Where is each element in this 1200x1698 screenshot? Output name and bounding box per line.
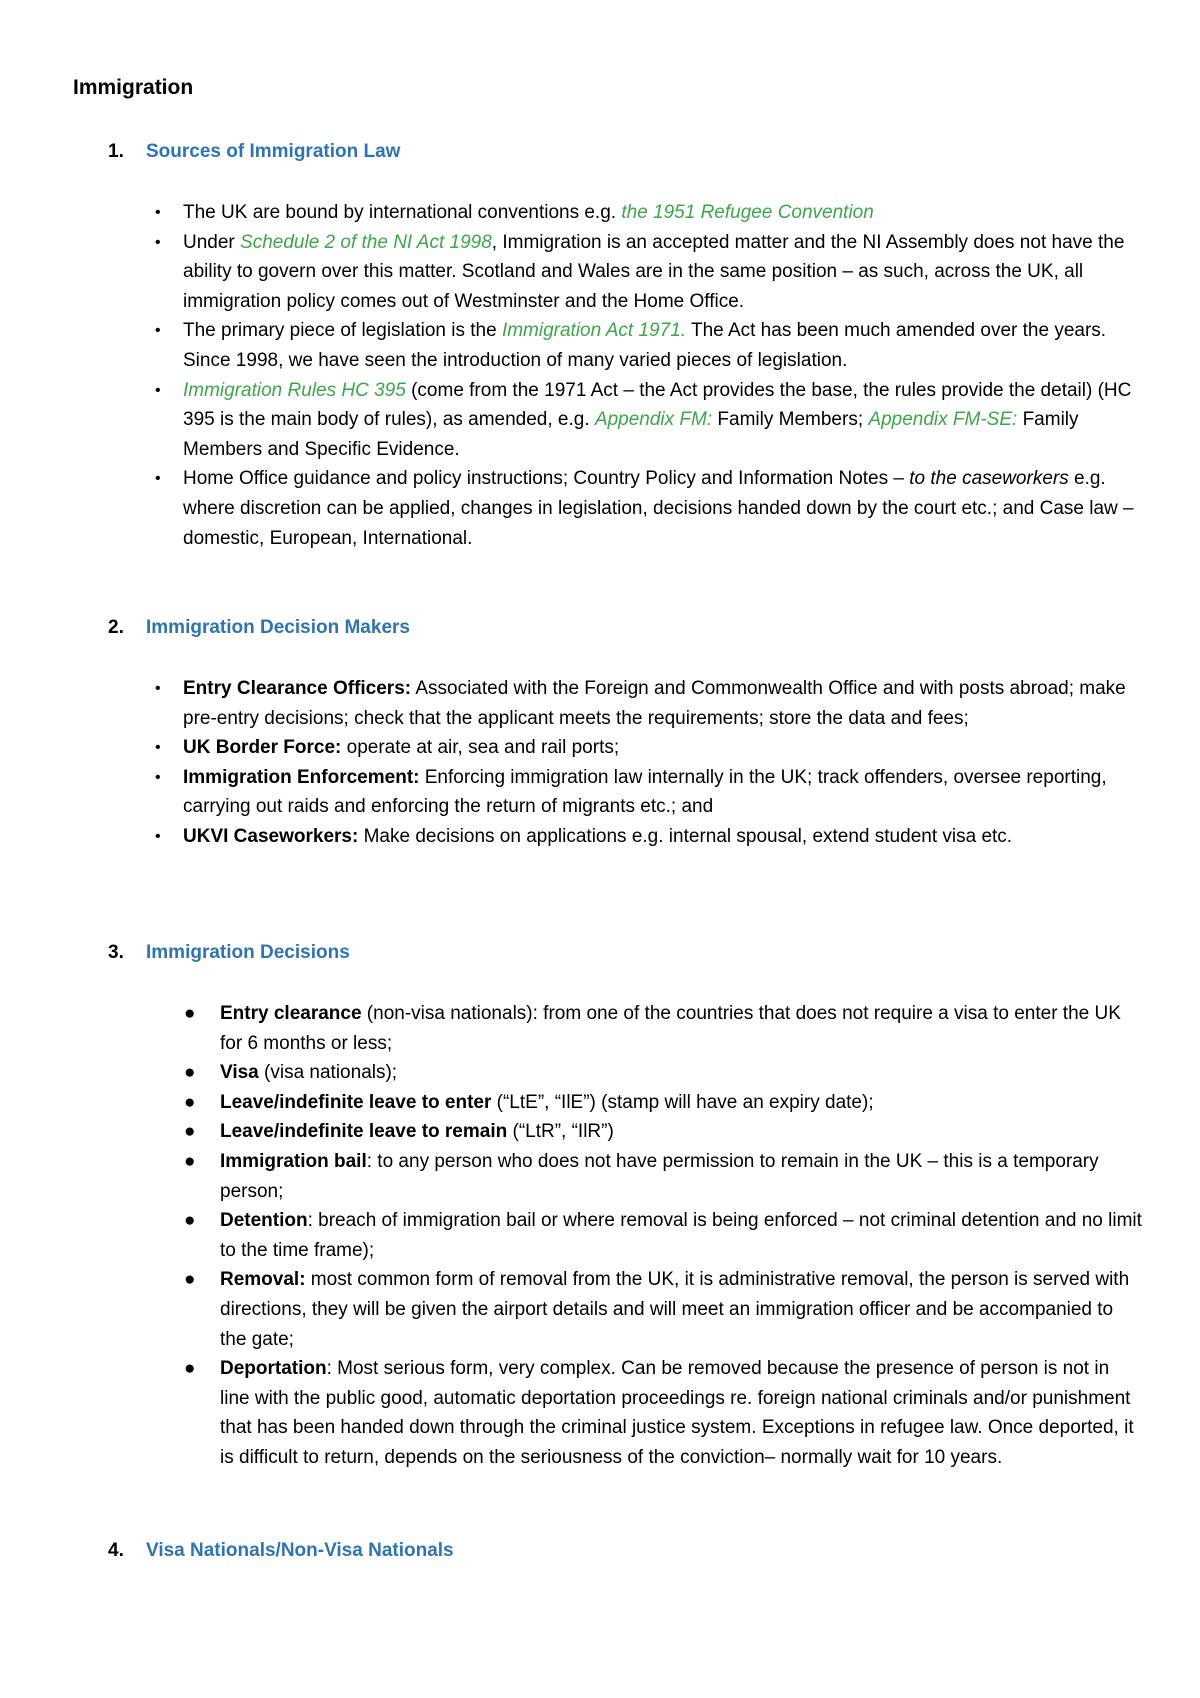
list-item: • Under Schedule 2 of the NI Act 1998, Immigration is an accepted matter and the NI Assembly does not have the ability to govern over this matter. Scotland and Wales are in the same position – as such, across the UK, all immigration policy comes out of Westminster and the Home Office. <box>0 228 1141 317</box>
list-item: • Immigration Rules HC 395 (come from the 1971 Act – the Act provides the base, the rules provide the detail) (HC 395 is the main body of rules), as amended, e.g. Appendix FM: Family Members; Appendix FM-SE: Family Members and Specific Evidence. <box>0 376 1141 465</box>
bullet-icon: • <box>155 680 161 697</box>
section-number: 4. <box>108 1540 124 1561</box>
section-heading-decisions <box>108 942 350 964</box>
section-number: 2. <box>108 617 124 638</box>
list-item: • UKVI Caseworkers: Make decisions on applications e.g. internal spousal, extend student visa etc. <box>0 822 1141 852</box>
list-item: • Immigration Enforcement: Enforcing immigration law internally in the UK; track offenders, oversee reporting, carrying out raids and enforcing the return of migrants etc.; and <box>0 763 1141 822</box>
list-item: • The primary piece of legislation is the Immigration Act 1971. The Act has been much amended over the years. Since 1998, we have seen the introduction of many varied pieces of legislation. <box>0 316 1141 375</box>
bullet-icon: • <box>155 204 161 221</box>
list-item: • Home Office guidance and policy instructions; Country Policy and Information Notes – to the caseworkers e.g. where discretion can be applied, changes in legislation, decisions handed down by the court etc.; and Case law – domestic, European, International. <box>0 464 1141 553</box>
bullet-icon: • <box>155 739 161 757</box>
bullet-icon: • <box>155 233 161 251</box>
bullet-icon: • <box>155 827 161 845</box>
sources-list <box>0 198 1200 553</box>
bullet-icon: ● <box>184 1358 196 1380</box>
bullet-icon: • <box>155 322 161 340</box>
list-item: ● Visa (visa nationals); <box>0 1058 1142 1088</box>
list-item: ● Leave/indefinite leave to enter (“LtE”, “IlE”) (stamp will have an expiry date); <box>0 1088 1142 1118</box>
bullet-icon: ● <box>184 1121 196 1143</box>
list-item: ● Deportation: Most serious form, very complex. Can be removed because the presence of person is not in line with the public good, automatic deportation proceedings re. foreign national criminals and/or punishment that has been handed down through the criminal justice system. Exceptions in refugee law. Once deported, it is difficult to return, depends on the seriousness of the conviction– normally wait for 10 years. <box>0 1354 1142 1472</box>
document-title: Immigration <box>73 76 194 99</box>
bullet-icon: ● <box>184 1150 196 1172</box>
bullet-icon: ● <box>184 1091 196 1113</box>
decisions-list <box>0 999 1200 1473</box>
list-item: ● Immigration bail: to any person who does not have permission to remain in the UK – this is a temporary person; <box>0 1147 1142 1206</box>
section-heading-decision-makers <box>108 617 410 639</box>
list-item: • Entry Clearance Officers: Associated with the Foreign and Commonwealth Office and with posts abroad; make pre-entry decisions; check that the applicant meets the requirements; store the data and fees; <box>0 674 1141 733</box>
bullet-icon: ● <box>184 1003 196 1024</box>
bullet-icon: • <box>155 768 161 786</box>
section-title: Immigration Decisions <box>146 942 350 963</box>
decision-makers-list <box>0 674 1200 852</box>
list-item: ● Leave/indefinite leave to remain (“LtR”, “IlR”) <box>0 1117 1142 1147</box>
bullet-icon: ● <box>184 1269 196 1291</box>
list-item: • UK Border Force: operate at air, sea and rail ports; <box>0 733 1141 763</box>
section-number: 1. <box>108 141 124 162</box>
section-heading-visa-nationals <box>108 1540 454 1562</box>
section-title: Immigration Decision Makers <box>146 617 410 638</box>
list-item: ● Entry clearance (non-visa nationals): from one of the countries that does not require a visa to enter the UK for 6 months or less; <box>0 999 1142 1058</box>
section-title: Sources of Immigration Law <box>146 141 401 162</box>
section-number: 3. <box>108 942 124 963</box>
list-item: ● Removal: most common form of removal from the UK, it is administrative removal, the person is served with directions, they will be given the airport details and will meet an immigration officer and be accompanied to the gate; <box>0 1265 1142 1354</box>
section-title: Visa Nationals/Non-Visa Nationals <box>146 1540 454 1561</box>
bullet-icon: • <box>155 470 161 488</box>
bullet-icon: • <box>155 381 161 399</box>
list-item: • The UK are bound by international conventions e.g. the 1951 Refugee Convention <box>0 198 1141 228</box>
list-item: ● Detention: breach of immigration bail or where removal is being enforced – not criminal detention and no limit to the time frame); <box>0 1206 1142 1265</box>
bullet-icon: ● <box>184 1210 196 1232</box>
section-heading-sources <box>108 141 400 163</box>
bullet-icon: ● <box>184 1062 196 1084</box>
